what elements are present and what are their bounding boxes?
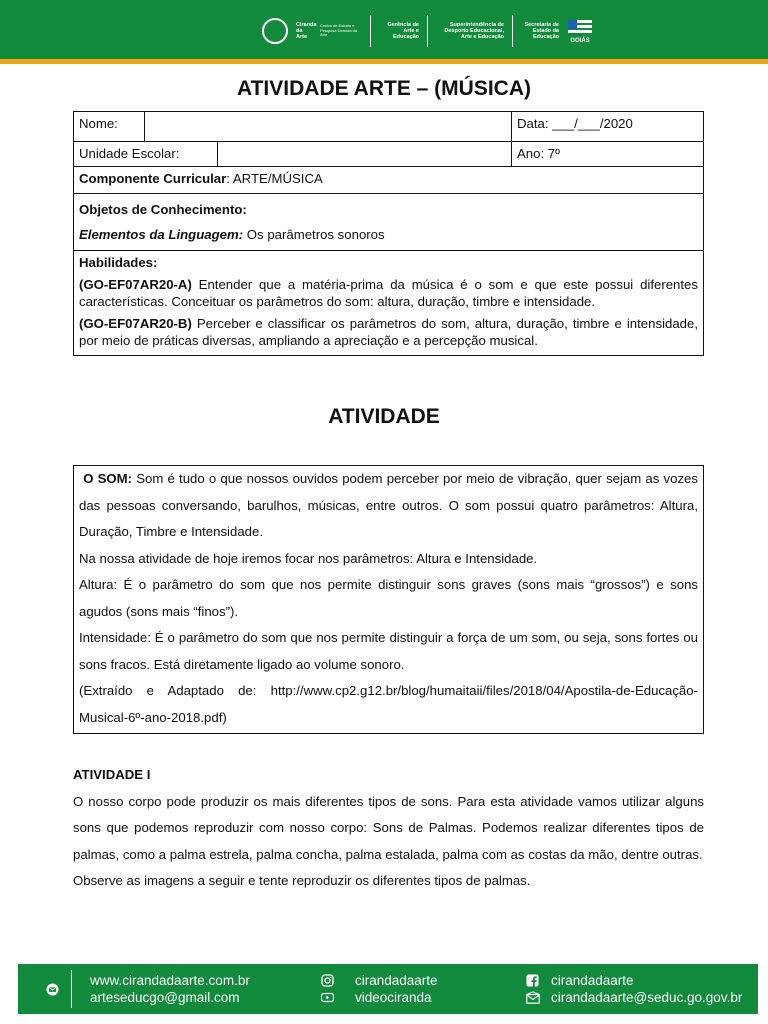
footer-youtube-link[interactable]: videociranda bbox=[355, 990, 432, 1005]
ciranda-logo-subtext: Centro de Estudo e Pesquisa Ciranda da Arte bbox=[320, 23, 358, 38]
o-som-box bbox=[73, 465, 704, 734]
objetos-label: Objetos de Conhecimento: bbox=[79, 202, 247, 217]
objetos-row bbox=[74, 194, 704, 251]
hab1-text: Entender que a matéria-prima da música é o som e que este possui diferentes características. Conceituar os parâmetros do som: altura, duração, timbre e intensidade. bbox=[79, 277, 698, 309]
instagram-icon bbox=[321, 974, 334, 987]
footer-site-link[interactable]: www.cirandadaarte.com.br bbox=[90, 973, 250, 988]
hab2-text: Perceber e classificar os parâmetros do som, altura, duração, timbre e intensidade, por meio de práticas diversas, ampliando a apreciação e a percepção musical. bbox=[79, 316, 698, 348]
elementos-label: Elementos da Linguagem: bbox=[79, 227, 244, 242]
footer-facebook-link[interactable]: cirandadaarte bbox=[551, 973, 634, 988]
activity-heading: ATIVIDADE I bbox=[73, 767, 151, 782]
o-som-label: O SOM: bbox=[83, 471, 133, 486]
header-logos bbox=[262, 12, 593, 50]
habilidades-label: Habilidades: bbox=[79, 255, 158, 270]
activity-section bbox=[73, 762, 704, 895]
nome-field[interactable] bbox=[145, 112, 512, 142]
habilidades-row bbox=[74, 251, 704, 356]
page-header bbox=[0, 0, 768, 60]
youtube-icon bbox=[321, 991, 334, 1004]
page-footer bbox=[18, 964, 758, 1014]
superintendencia-logo-text: Superintendência de Desporto Educacional, Arte e Educação bbox=[444, 22, 504, 40]
box-paragraph-2: Na nossa atividade de hoje iremos focar nos parâmetros: Altura e Intensidade. bbox=[79, 550, 538, 566]
o-som-text: Som é tudo o que nossos ouvidos podem perceber por meio de vibração, quer sejam as vozes das pessoas conversando, barulhos, músicas, entre outros. O som possui quatro parâmetros: Altura, Duração, Timbre e Intensidade. bbox=[79, 471, 698, 539]
secretaria-logo-text: Secretaria de Estado da Educação bbox=[524, 22, 559, 40]
unidade-field[interactable] bbox=[218, 142, 511, 166]
unidade-cell bbox=[74, 142, 512, 167]
mail-circle-icon bbox=[46, 983, 59, 996]
hab1-code: (GO-EF07AR20-A) bbox=[79, 277, 192, 292]
box-paragraph-intensidade: Intensidade: É o parâmetro do som que nos permite distinguir a força de um som, ou seja, sons fortes ou sons fracos. Está diretamente ligado ao volume sonoro. bbox=[79, 630, 698, 672]
elementos-value: Os parâmetros sonoros bbox=[243, 227, 385, 242]
activity-paragraph-1: O nosso corpo pode produzir os mais diferentes tipos de sons. Para esta atividade vamos utilizar alguns sons que podemos reproduzir com nosso corpo: Sons de Palmas. Podemos realizar diferentes tipos de palmas, como a palma estrela, palma concha, palma estalada, palma com as costas da mão, dentre outras. bbox=[73, 793, 704, 862]
facebook-icon bbox=[526, 974, 539, 987]
header-stripe bbox=[0, 59, 768, 64]
componente-label: Componente Curricular bbox=[79, 171, 227, 186]
section-title: ATIVIDADE bbox=[328, 405, 440, 428]
nome-label: Nome: bbox=[74, 112, 145, 142]
footer-divider bbox=[71, 970, 72, 1008]
ciranda-logo-icon bbox=[262, 18, 288, 44]
footer-email-link[interactable]: arteseducgo@gmail.com bbox=[90, 990, 240, 1005]
box-paragraph-source: (Extraído e Adaptado de: http://www.cp2.g12.br/blog/humaitaii/files/2018/04/Apostila-de-Educação-Musical-6º-ano-2018.pdf) bbox=[79, 683, 698, 725]
logo-divider bbox=[427, 15, 428, 47]
componente-value: : ARTE/MÚSICA bbox=[226, 171, 323, 186]
ciranda-logo-text: Ciranda da Arte bbox=[296, 22, 317, 40]
ano-field: Ano: 7º bbox=[512, 142, 704, 167]
box-paragraph-altura: Altura: É o parâmetro do som que nos permite distinguir sons graves (sons mais “grossos”) e sons agudos (sons mais “finos”). bbox=[79, 577, 698, 619]
activity-paragraph-2: Observe as imagens a seguir e tente reproduzir os diferentes tipos de palmas. bbox=[73, 873, 531, 888]
unidade-label: Unidade Escolar: bbox=[74, 142, 218, 166]
page-title: ATIVIDADE ARTE – (MÚSICA) bbox=[237, 77, 531, 100]
envelope-icon bbox=[526, 991, 540, 1004]
gerencia-logo-text: Gerência de Arte e Educação bbox=[387, 22, 419, 40]
data-field[interactable]: Data: ___/___/2020 bbox=[512, 112, 704, 142]
componente-row bbox=[74, 167, 704, 194]
info-table bbox=[73, 111, 704, 356]
logo-divider bbox=[370, 15, 371, 47]
footer-instagram-link[interactable]: cirandadaarte bbox=[355, 973, 438, 988]
goias-flag-icon bbox=[567, 18, 593, 44]
hab2-code: (GO-EF07AR20-B) bbox=[79, 316, 192, 331]
logo-divider bbox=[512, 15, 513, 47]
footer-email2-link[interactable]: cirandadaarte@seduc.go.gov.br bbox=[551, 990, 743, 1005]
goias-label: GOIÁS bbox=[570, 38, 590, 44]
